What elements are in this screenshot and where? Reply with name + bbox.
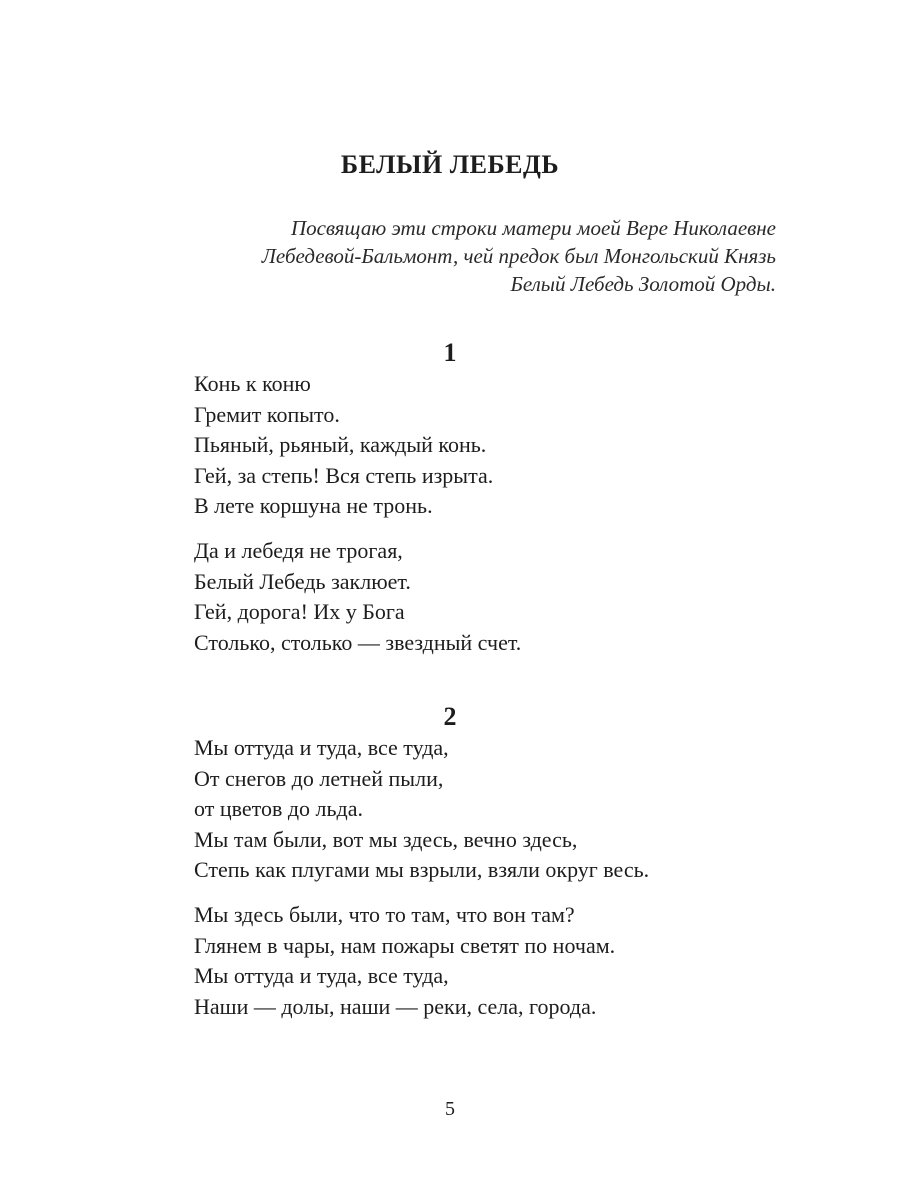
poem-line: от цветов до льда. (194, 796, 363, 821)
page-title: БЕЛЫЙ ЛЕБЕДЬ (340, 150, 560, 179)
poem-line: Наши — долы, наши — реки, села, города. (194, 993, 597, 1019)
poem-line: Конь к коню (194, 371, 311, 396)
stanza-2-2 (194, 900, 615, 1022)
poem-line: От снегов до летней пыли, (194, 765, 444, 791)
poem-line: Да и лебедя не трогая, (194, 538, 403, 563)
poem-line: Гей, за степь! Вся степь изрыта. (194, 462, 494, 488)
dedication-line: Посвящаю эти строки матери моей Вере Николаевне (290, 216, 776, 240)
poem-line: Мы оттуда и туда, все туда, (194, 735, 449, 760)
page-number: 5 (445, 1098, 455, 1120)
poem-line: Столько, столько — звездный счет. (194, 629, 522, 655)
stanza-1-2 (194, 536, 521, 658)
poem-line: Белый Лебедь заклюет. (194, 568, 411, 594)
poem-line: Пьяный, рьяный, каждый конь. (194, 432, 487, 457)
stanza-1-1 (194, 369, 493, 522)
dedication-line: Белый Лебедь Золотой Орды. (510, 272, 776, 296)
stanza-2-1 (194, 733, 649, 886)
poem-line: Глянем в чары, нам пожары светят по ночам. (194, 932, 616, 958)
poem-line: Гей, дорога! Их у Бога (194, 599, 405, 624)
dedication (76, 214, 776, 298)
poem-line: Мы там были, вот мы здесь, вечно здесь, (194, 826, 578, 852)
poem-line: Степь как плугами мы взрыли, взяли округ весь. (194, 857, 650, 882)
section-number-2: 2 (443, 702, 457, 731)
poem-line: Мы оттуда и туда, все туда, (194, 963, 449, 988)
poem-line: Гремит копыто. (194, 401, 340, 427)
poem-line: В лете коршуна не тронь. (194, 493, 433, 518)
poem-line: Мы здесь были, что то там, что вон там? (194, 902, 575, 927)
section-number-1: 1 (443, 338, 457, 367)
dedication-line: Лебедевой-Бальмонт, чей предок был Монгольский Князь (261, 244, 776, 268)
